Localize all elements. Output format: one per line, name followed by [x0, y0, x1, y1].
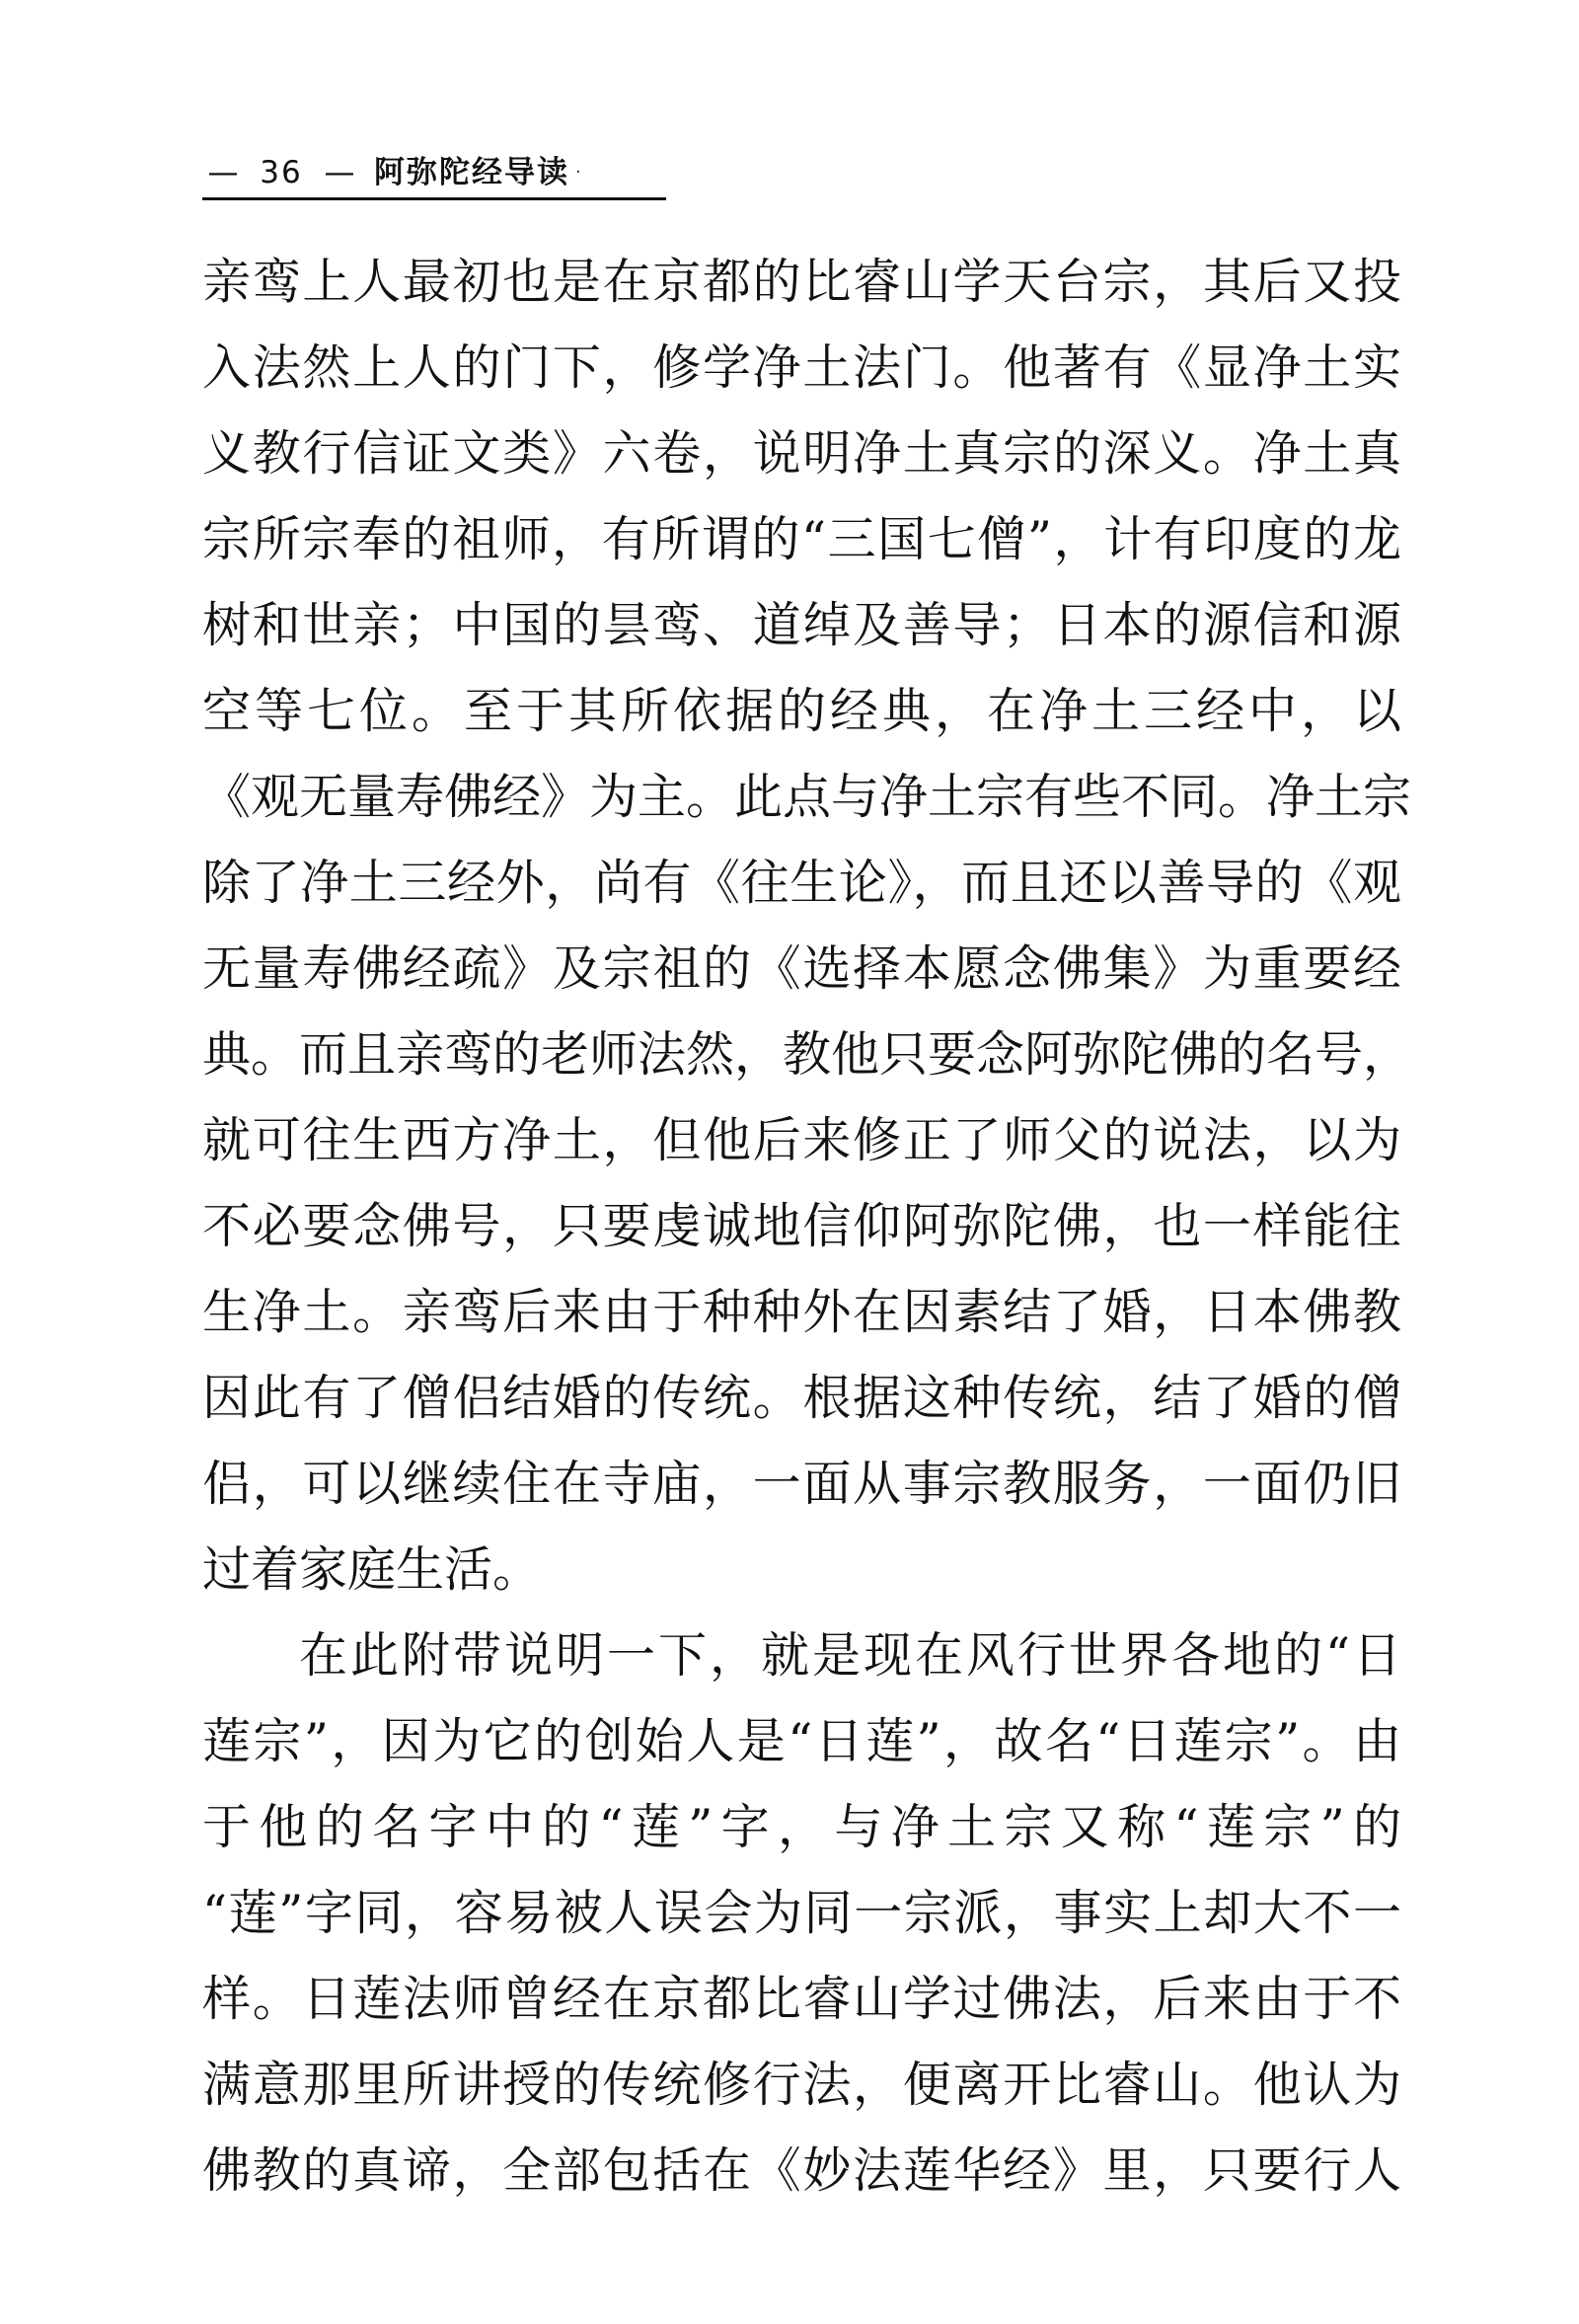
text-line: 除了净土三经外，尚有《往生论》，而且还以善导的《观 — [202, 855, 1401, 911]
header-dash-right: — — [324, 155, 355, 190]
text-line: 因此有了僧侣结婚的传统。根据这种传统，结了婚的僧 — [202, 1370, 1401, 1426]
paragraph-1 — [202, 239, 1412, 1612]
paragraph-2 — [202, 1612, 1401, 2213]
running-header — [202, 148, 666, 200]
text-line: “莲”字同，容易被人误会为同一宗派，事实上却大不一 — [202, 1885, 1401, 1941]
text-line: 样。日莲法师曾经在京都比睿山学过佛法，后来由于不 — [202, 1971, 1401, 2027]
header-dash-left: — — [207, 155, 239, 190]
text-line: 亲鸾上人最初也是在京都的比睿山学天台宗，其后又投 — [202, 254, 1401, 310]
text-line: 宗所宗奉的祖师，有所谓的“三国七僧”，计有印度的龙 — [202, 511, 1401, 567]
text-line: 树和世亲；中国的昙鸾、道绰及善导；日本的源信和源 — [202, 597, 1401, 653]
text-line: 在此附带说明一下，就是现在风行世界各地的“日 — [299, 1627, 1401, 1684]
text-line: 义教行信证文类》六卷，说明净土真宗的深义。净土真 — [202, 425, 1401, 482]
body-text — [202, 239, 1412, 2213]
text-line: 典。而且亲鸾的老师法然，教他只要念阿弥陀佛的名号， — [202, 1026, 1412, 1083]
text-line: 无量寿佛经疏》及宗祖的《选择本愿念佛集》为重要经 — [202, 940, 1401, 997]
text-line: 《观无量寿佛经》为主。此点与净土宗有些不同。净土宗 — [202, 769, 1412, 825]
book-title: 阿弥陀经导读 — [374, 155, 569, 190]
text-line: 莲宗”，因为它的创始人是“日莲”，故名“日莲宗”。由 — [202, 1713, 1401, 1769]
text-line: 于他的名字中的“莲”字，与净土宗又称“莲宗”的 — [202, 1799, 1401, 1855]
header-dot-mark: · — [575, 162, 581, 183]
page-number: 36 — [260, 155, 303, 190]
text-line: 空等七位。至于其所依据的经典，在净土三经中，以 — [202, 683, 1401, 739]
text-line: 佛教的真谛，全部包括在《妙法莲华经》里，只要行人 — [202, 2142, 1401, 2199]
text-line: 就可往生西方净土，但他后来修正了师父的说法，以为 — [202, 1112, 1401, 1168]
text-line: 侣，可以继续住在寺庙，一面从事宗教服务，一面仍旧 — [202, 1456, 1401, 1512]
text-line: 不必要念佛号，只要虔诚地信仰阿弥陀佛，也一样能往 — [202, 1198, 1401, 1254]
text-line: 生净土。亲鸾后来由于种种外在因素结了婚，日本佛教 — [202, 1284, 1401, 1340]
text-line: 满意那里所讲授的传统修行法，便离开比睿山。他认为 — [202, 2057, 1401, 2113]
text-line: 过着家庭生活。 — [202, 1541, 542, 1598]
text-line: 入法然上人的门下，修学净土法门。他著有《显净土实 — [202, 339, 1401, 396]
